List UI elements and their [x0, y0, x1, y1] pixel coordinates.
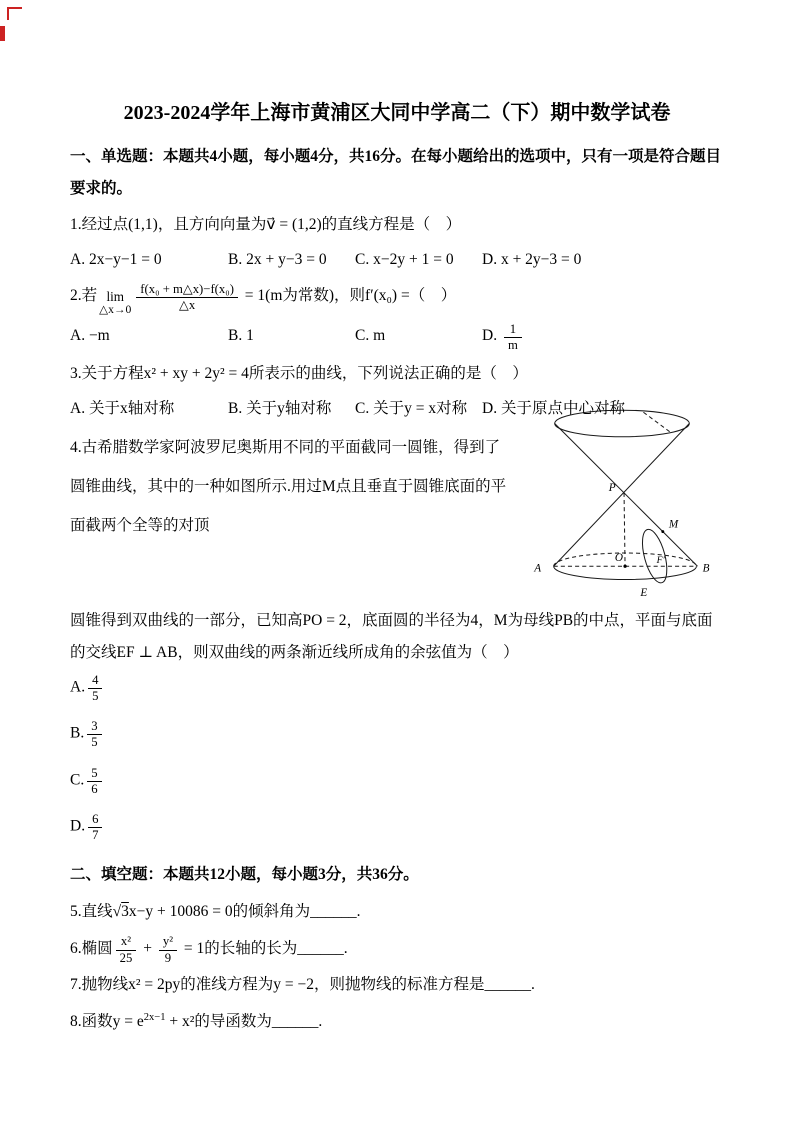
point-m-dot	[661, 530, 664, 533]
difference-quotient-fraction	[136, 282, 238, 313]
cone-figure	[520, 403, 724, 599]
fraction-numerator: 1	[504, 322, 522, 338]
fraction-denominator: 6	[91, 781, 98, 796]
option-2d-label: D.	[482, 327, 501, 345]
fraction-denominator: △x	[179, 297, 196, 312]
exponent: 2x−1	[143, 1011, 166, 1023]
axis-po	[624, 493, 625, 566]
question-4-option-a	[70, 673, 724, 704]
question-5-suffix: x−y + 10086 = 0的倾斜角为______.	[128, 903, 361, 921]
question-2-options	[70, 320, 724, 353]
limit-expression	[99, 290, 131, 316]
label-p: P	[608, 481, 616, 494]
option-fraction	[87, 766, 101, 797]
point-o-dot	[623, 565, 626, 568]
double-cone-svg	[520, 403, 724, 599]
option-1c: C. x−2y + 1 = 0	[355, 251, 454, 269]
option-1d: D. x + 2y−3 = 0	[482, 251, 582, 269]
fraction-denominator: 25	[119, 950, 133, 965]
fraction-numerator: 6	[88, 812, 102, 828]
radical-sign: √	[112, 903, 122, 921]
option-3d: D. 关于原点中心对称	[482, 400, 625, 418]
option-label: B.	[70, 724, 85, 742]
fraction-denominator: 7	[92, 828, 99, 843]
question-6-suffix: = 1的长轴的长为______.	[180, 939, 348, 957]
plus-sign: +	[139, 939, 156, 957]
page-title: 2023-2024学年上海市黄浦区大同中学高二（下）期中数学试卷	[123, 102, 671, 124]
cone-edge-2	[554, 424, 690, 567]
limit-subscript: △x→0	[99, 303, 132, 317]
limit-symbol: lim	[106, 289, 124, 305]
option-2c: C. m	[355, 327, 386, 345]
question-2-suffix: = 1(m为常数)，则f′(x₀) =（ ）	[240, 287, 457, 305]
question-8-text	[70, 1004, 724, 1040]
option-fraction	[88, 812, 102, 843]
option-label: A.	[70, 677, 86, 695]
question-3-text: 3.关于方程x² + xy + 2y² = 4所表示的曲线，下列说法正确的是（ ）	[70, 364, 528, 382]
question-2-text	[70, 280, 724, 316]
section1-heading: 一、单选题：本题共4小题，每小题4分，共16分。在每小题给出的选项中，只有一项是符合题目要求的。	[70, 148, 722, 197]
ellipse-fraction-2	[159, 934, 177, 965]
section2-heading: 二、填空题：本题共12小题，每小题3分，共36分。	[70, 865, 419, 883]
question-7-text: 7.抛物线x² = 2py的准线方程为y = −2，则抛物线的标准方程是______.	[70, 976, 535, 994]
question-4-option-b	[70, 719, 724, 750]
option-2d	[482, 320, 525, 353]
question-4-option-d	[70, 812, 724, 843]
question-2-prefix: 2.若	[70, 287, 98, 305]
radicand: 3	[121, 903, 129, 921]
fraction-numerator: y²	[159, 934, 177, 950]
question-4-text-2: 圆锥得到双曲线的一部分，已知高PO = 2，底面圆的半径为4，M为母线PB的中点，平面与底面的交线EF ⊥ AB，则双曲线的两条渐近线所成角的余弦值为（ ）	[70, 612, 713, 661]
ellipse-fraction-1	[116, 934, 137, 965]
fraction-numerator: 5	[87, 766, 101, 782]
bottom-ellipse-front	[554, 566, 697, 579]
cone-edge-1	[555, 424, 698, 567]
question-5-text	[70, 894, 724, 930]
question-5-prefix: 5.直线	[70, 903, 113, 921]
option-3c: C. 关于y = x对称	[355, 400, 468, 418]
question-8-prefix: 8.函数y = e	[70, 1012, 144, 1030]
option-fraction	[88, 673, 102, 704]
question-6-prefix: 6.椭圆	[70, 939, 113, 957]
fraction-denominator: m	[507, 338, 518, 353]
question-1-options	[70, 244, 724, 276]
option-label: C.	[70, 770, 85, 788]
label-f-prime: F′	[656, 555, 665, 567]
option-3a: A. 关于x轴对称	[70, 400, 175, 418]
question-4-option-c	[70, 766, 724, 797]
fraction-denominator: 5	[91, 735, 98, 750]
top-plane-trace	[643, 412, 671, 432]
option-2d-fraction	[504, 322, 522, 353]
option-fraction	[87, 719, 101, 750]
fraction-denominator: 5	[92, 688, 99, 703]
fraction-numerator: 4	[88, 673, 102, 689]
option-3b: B. 关于y轴对称	[228, 400, 332, 418]
option-2b: B. 1	[228, 327, 254, 345]
question-6-text	[70, 931, 724, 967]
fraction-denominator: 9	[164, 950, 172, 965]
fraction-numerator: x²	[116, 934, 137, 950]
question-4	[70, 429, 724, 843]
question-8-suffix: + x²的导函数为______.	[165, 1012, 323, 1030]
fraction-numerator: f(x₀ + m△x)−f(x₀)	[136, 282, 238, 298]
label-m: M	[668, 518, 679, 531]
label-e: E	[640, 586, 648, 599]
label-o: O	[614, 552, 623, 565]
label-a: A	[534, 562, 542, 575]
option-label: D.	[70, 817, 86, 835]
option-1a: A. 2x−y−1 = 0	[70, 251, 162, 269]
fraction-numerator: 3	[87, 719, 101, 735]
option-2a: A. −m	[70, 327, 110, 345]
question-4-text-1: 4.古希腊数学家阿波罗尼奥斯用不同的平面截同一圆锥，得到了圆锥曲线，其中的一种如图所示.用过M点且垂直于圆锥底面的平面截两个全等的对顶	[70, 439, 507, 534]
option-1b: B. 2x + y−3 = 0	[228, 251, 327, 269]
label-b: B	[702, 562, 710, 575]
question-1-text: 1.经过点(1,1)，且方向向量为v⃗ = (1,2)的直线方程是（ ）	[70, 215, 462, 233]
